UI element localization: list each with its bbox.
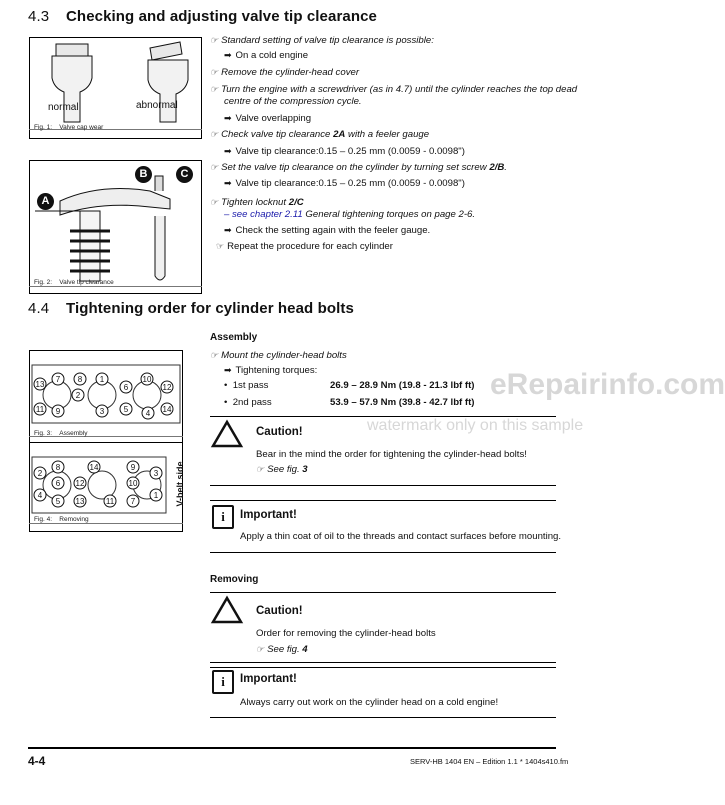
bolt-number: 10 xyxy=(142,375,152,384)
bolt-number: 1 xyxy=(99,375,105,384)
section-title: Checking and adjusting valve tip clearance xyxy=(66,8,377,25)
important-text: Apply a thin coat of oil to the threads and contact surfaces before mounting. xyxy=(240,531,562,542)
caption-text: Assembly xyxy=(59,430,88,437)
step-line: – see chapter 2.11 General tightening torques on page 2-6. xyxy=(224,209,476,220)
step-line: ☞ Mount the cylinder-head bolts xyxy=(210,350,347,361)
arrow-right-icon: ➡ xyxy=(224,178,232,188)
pointing-hand-icon: ☞ xyxy=(210,350,219,360)
step-line: ➡ On a cold engine xyxy=(224,50,309,61)
arrow-right-icon: ➡ xyxy=(224,365,232,375)
bolt-number: 14 xyxy=(162,405,172,414)
note-rule xyxy=(210,667,556,668)
caution-ref: ☞ See fig. 4 xyxy=(256,644,308,655)
note-rule xyxy=(210,500,556,501)
caution-title: Caution! xyxy=(256,426,303,438)
pointing-hand-icon: ☞ xyxy=(210,162,219,172)
watermark-brand: eRepairinfo.com xyxy=(490,368,725,401)
v-belt-side-label: V-belt side xyxy=(175,461,185,507)
step-line: ☞ Standard setting of valve tip clearance is possible: xyxy=(210,35,434,46)
caption-no: Fig. 3: xyxy=(34,430,53,437)
bolt-number: 11 xyxy=(35,405,45,414)
bolt-number: 5 xyxy=(123,405,129,414)
step-line: ➡ Tightening torques: xyxy=(224,365,318,376)
chapter-link[interactable]: – see chapter 2.11 xyxy=(224,209,303,220)
assembly-heading: Assembly xyxy=(210,332,258,343)
bolt-number: 13 xyxy=(35,380,45,389)
callout-c: C xyxy=(176,166,193,183)
callout-a: A xyxy=(37,193,54,210)
callout-b: B xyxy=(135,166,152,183)
arrow-right-icon: ➡ xyxy=(224,113,232,123)
step-line: ☞ Check valve tip clearance 2A with a feeler gauge xyxy=(210,129,430,140)
bolt-number: 4 xyxy=(145,409,151,418)
bolt-number: 12 xyxy=(75,479,85,488)
caption-no: Fig. 1: xyxy=(34,124,53,131)
bolt-number: 6 xyxy=(55,479,61,488)
valve-cap-illustration xyxy=(30,38,201,138)
step-line: ☞ Turn the engine with a screwdriver (as in 4.7) until the cylinder reaches the top dead xyxy=(210,84,578,95)
watermark-note: watermark only on this sample xyxy=(367,417,584,434)
bolt-number: 9 xyxy=(130,463,136,472)
bolt-number: 8 xyxy=(77,375,83,384)
step-line: ☞ Set the valve tip clearance on the cylinder by turning set screw 2/B. xyxy=(210,162,507,173)
document-reference: SERV-HB 1404 EN – Edition 1.1 * 1404s410.fm xyxy=(410,757,569,766)
bolt-number: 2 xyxy=(37,469,43,478)
pointing-hand-icon: ☞ xyxy=(210,129,219,139)
info-icon: i xyxy=(212,505,234,529)
label-abnormal: abnormal xyxy=(136,100,178,111)
section-number: 4.4 xyxy=(28,300,50,317)
figure-valve-tip-clearance xyxy=(29,160,202,294)
section-number: 4.3 xyxy=(28,8,50,25)
note-rule xyxy=(210,662,556,663)
note-rule xyxy=(210,485,556,486)
step-line: ☞ Tighten locknut 2/C xyxy=(210,197,304,208)
bolt-number: 11 xyxy=(105,497,115,506)
section-heading-4-4 xyxy=(28,300,354,317)
bolt-number: 7 xyxy=(55,375,61,384)
bolt-number: 4 xyxy=(37,491,43,500)
figure-caption xyxy=(34,124,103,131)
bolt-number: 7 xyxy=(130,497,136,506)
figure-caption xyxy=(34,516,89,523)
note-rule xyxy=(210,552,556,553)
bolt-number: 1 xyxy=(153,491,159,500)
caution-text: Bear in the mind the order for tightening the cylinder-head bolts! xyxy=(256,449,527,460)
arrow-right-icon: ➡ xyxy=(224,50,232,60)
bolt-number: 3 xyxy=(153,469,159,478)
arrow-right-icon: ➡ xyxy=(224,225,232,235)
bolt-number: 13 xyxy=(75,497,85,506)
page-number: 4-4 xyxy=(28,754,46,768)
note-rule xyxy=(210,717,556,718)
bolt-number: 2 xyxy=(75,391,81,400)
pass-value: 26.9 – 28.9 Nm (19.8 - 21.3 lbf ft) xyxy=(330,380,475,391)
bolt-number: 14 xyxy=(89,463,99,472)
bolt-number: 9 xyxy=(55,407,61,416)
section-title: Tightening order for cylinder head bolts xyxy=(66,300,354,317)
pass-value: 53.9 – 57.9 Nm (39.8 - 42.7 lbf ft) xyxy=(330,397,475,408)
caution-title: Caution! xyxy=(256,605,303,617)
step-line: centre of the compression cycle. xyxy=(224,96,362,107)
note-rule xyxy=(210,592,556,593)
pointing-hand-icon: ☞ xyxy=(256,644,265,654)
pointing-hand-icon: ☞ xyxy=(210,197,219,207)
warning-triangle-icon xyxy=(211,420,243,448)
pointing-hand-icon: ☞ xyxy=(210,84,219,94)
bolt-number: 5 xyxy=(55,497,61,506)
caution-text: Order for removing the cylinder-head bolts xyxy=(256,628,436,639)
bolt-number: 10 xyxy=(128,479,138,488)
caption-rule xyxy=(29,286,202,287)
caption-text: Valve cap wear xyxy=(59,124,104,131)
figure-caption xyxy=(34,430,87,437)
caption-text: Valve tip clearance xyxy=(59,279,114,286)
caution-ref: ☞ See fig. 3 xyxy=(256,464,308,475)
rocker-arm-illustration xyxy=(30,161,201,293)
important-text: Always carry out work on the cylinder head on a cold engine! xyxy=(240,697,499,708)
bolt-number: 12 xyxy=(162,383,172,392)
pointing-hand-icon: ☞ xyxy=(256,464,265,474)
pointing-hand-icon: ☞ xyxy=(210,35,219,45)
label-normal: normal xyxy=(48,102,79,113)
bolt-number: 8 xyxy=(55,463,61,472)
pointing-hand-icon: ☞ xyxy=(210,67,219,77)
step-line: ☞ Remove the cylinder-head cover xyxy=(210,67,360,78)
warning-triangle-icon xyxy=(211,596,243,624)
info-icon: i xyxy=(212,670,234,694)
step-line: ➡ Valve tip clearance:0.15 – 0.25 mm (0.0059 - 0.0098") xyxy=(224,146,465,157)
removing-heading: Removing xyxy=(210,574,259,585)
step-line: ☞ Repeat the procedure for each cylinder xyxy=(216,241,393,252)
footer-rule xyxy=(28,747,556,749)
important-title: Important! xyxy=(240,673,297,685)
torque-row: • 2nd pass xyxy=(224,397,272,408)
caption-no: Fig. 2: xyxy=(34,279,53,286)
pass-name: 1st pass xyxy=(232,380,269,391)
pass-name: 2nd pass xyxy=(232,397,272,408)
v-belt-side-label-wrap xyxy=(173,451,185,521)
caption-no: Fig. 4: xyxy=(34,516,53,523)
section-heading-4-3 xyxy=(28,8,377,25)
figure-caption xyxy=(34,279,114,286)
bolt-number: 6 xyxy=(123,383,129,392)
step-line: ➡ Check the setting again with the feeler gauge. xyxy=(224,225,431,236)
torque-row: • 1st pass xyxy=(224,380,269,391)
arrow-right-icon: ➡ xyxy=(224,146,232,156)
important-title: Important! xyxy=(240,509,297,521)
caption-rule xyxy=(29,523,183,524)
bolt-number: 3 xyxy=(99,407,105,416)
step-line: ➡ Valve tip clearance:0.15 – 0.25 mm (0.0059 - 0.0098") xyxy=(224,178,465,189)
step-line: ➡ Valve overlapping xyxy=(224,113,312,124)
pointing-hand-icon: ☞ xyxy=(216,241,225,251)
caption-text: Removing xyxy=(59,516,89,523)
